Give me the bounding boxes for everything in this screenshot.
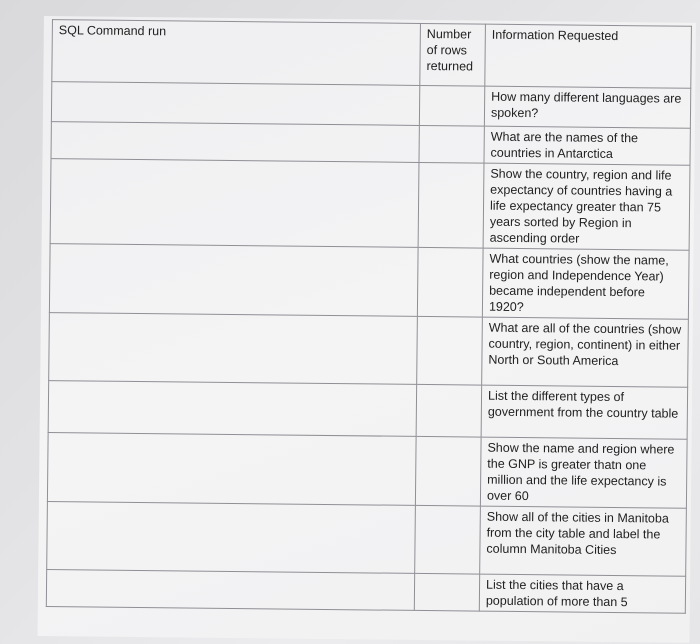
info-cell: What are all of the countries (show country, region, continent) in either North or South America — [482, 317, 689, 387]
table-row — [47, 433, 687, 509]
sql-cell[interactable] — [50, 159, 419, 248]
sql-cell[interactable] — [48, 381, 417, 437]
info-cell: How many different languages are spoken? — [484, 86, 690, 128]
sql-cell[interactable] — [49, 244, 418, 317]
sql-cell[interactable] — [46, 570, 414, 611]
count-cell[interactable] — [414, 573, 479, 611]
count-cell[interactable] — [417, 316, 483, 385]
sql-cell[interactable] — [51, 122, 419, 163]
sql-cell[interactable] — [47, 433, 416, 506]
table-row — [51, 82, 690, 129]
info-cell: What countries (show the name, region and Independence Year) became independent before 1920? — [482, 248, 689, 319]
sql-cell[interactable] — [51, 82, 419, 126]
sql-worksheet-table — [46, 19, 692, 614]
info-cell: What are the names of the countries in Antarctica — [484, 126, 690, 165]
table-row — [48, 381, 688, 440]
info-cell: Show the name and region where the GNP is greater thatn one million and the life expectancy is over 60 — [480, 437, 687, 508]
count-cell[interactable] — [415, 436, 481, 506]
table-row — [49, 313, 689, 388]
sql-cell[interactable] — [47, 502, 416, 574]
worksheet-paper — [38, 16, 696, 643]
table-row — [46, 570, 685, 614]
header-rows-returned: Number of rows returned — [420, 23, 486, 86]
header-info-requested: Information Requested — [485, 24, 692, 88]
table-row — [50, 159, 690, 251]
count-cell[interactable] — [415, 505, 481, 574]
table-header-row — [52, 20, 692, 89]
info-cell: Show all of the cities in Manitoba from the city table and label the column Manitoba Cities — [480, 506, 687, 576]
table-row — [47, 502, 687, 577]
count-cell[interactable] — [416, 384, 482, 437]
count-cell[interactable] — [417, 247, 483, 317]
info-cell: List the different types of government from the country table — [481, 385, 688, 439]
count-cell[interactable] — [419, 125, 484, 163]
table-row — [49, 244, 689, 320]
header-sql-command: SQL Command run — [52, 20, 421, 86]
count-cell[interactable] — [418, 162, 484, 248]
info-cell: Show the country, region and life expectancy of countries having a life expectancy greater than 75 years sorted by Region in ascending order — [483, 163, 690, 250]
info-cell: List the cities that have a population of more than 5 — [479, 574, 685, 613]
sql-cell[interactable] — [49, 313, 418, 385]
count-cell[interactable] — [419, 85, 484, 126]
